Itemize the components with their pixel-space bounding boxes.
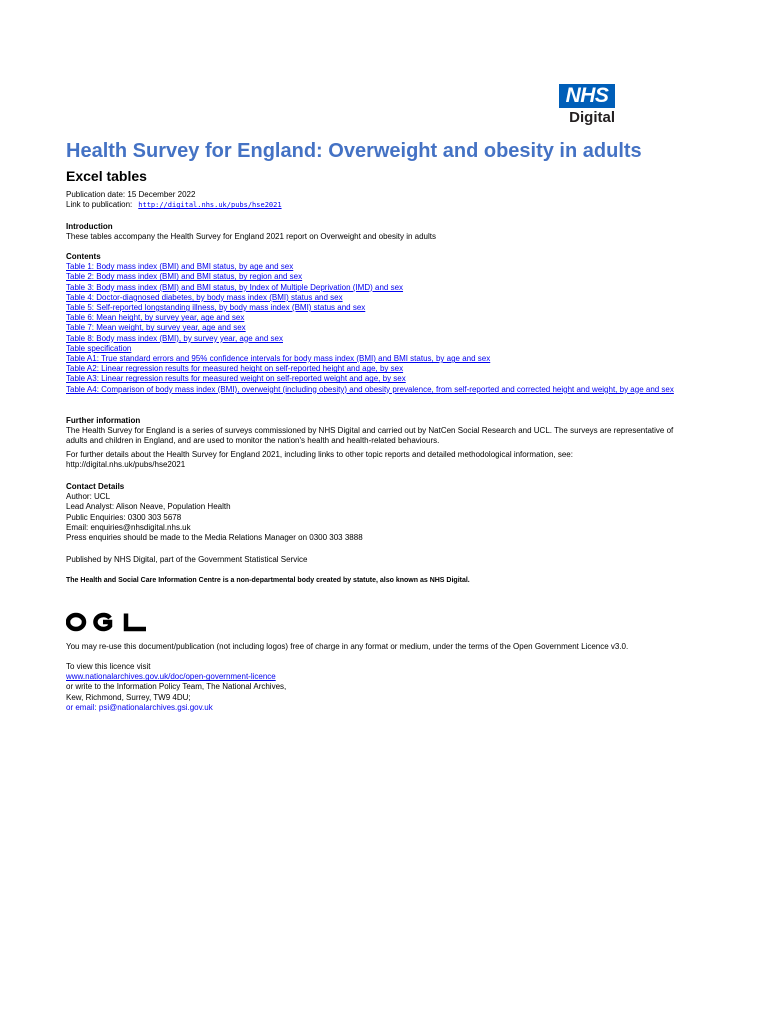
further-information-url: http://digital.nhs.uk/pubs/hse2021 — [66, 459, 186, 469]
publication-link-row — [66, 200, 282, 210]
contents-link-table-6[interactable]: Table 6: Mean height, by survey year, age and sex — [66, 313, 245, 323]
contents-link-table-a4[interactable]: Table A4: Comparison of body mass index (BMI), overweight (including obesity) and obesity prevalence, from self-reported and corrected height and weight, by age and sex — [66, 384, 674, 394]
nhs-digital-logo — [559, 84, 615, 127]
licence-reuse: You may re-use this document/publication (not including logos) free of charge in any format or medium, under the terms of the Open Government Licence v3.0. — [66, 642, 629, 651]
contact-lead-analyst: Lead Analyst: Alison Neave, Population Health — [66, 502, 231, 512]
further-information-para-1: The Health Survey for England is a series of surveys commissioned by NHS Digital and carried out by NatCen Social Research and UCL. The surveys are representative of adults and children in England, and are used to monitor the nation's health and health-related behaviours. — [66, 426, 674, 446]
ogl-logo — [66, 612, 146, 632]
contents-section — [66, 252, 696, 395]
contents-link-table-4[interactable]: Table 4: Doctor-diagnosed diabetes, by body mass index (BMI) status and sex — [66, 292, 343, 302]
contact-public-enquiries: Public Enquiries: 0300 303 5678 — [66, 512, 182, 522]
publication-link[interactable]: http://digital.nhs.uk/pubs/hse2021 — [138, 201, 282, 210]
contact-heading: Contact Details — [66, 482, 125, 491]
licence-write-1: or write to the Information Policy Team, The National Archives, — [66, 682, 287, 692]
introduction-heading: Introduction — [66, 222, 113, 231]
contact-email: Email: enquiries@nhsdigital.nhs.uk — [66, 522, 191, 532]
contents-link-table-2[interactable]: Table 2: Body mass index (BMI) and BMI status, by region and sex — [66, 272, 303, 282]
further-information-heading: Further information — [66, 416, 141, 425]
contents-link-table-a2[interactable]: Table A2: Linear regression results for measured height on self-reported height and age, by sex — [66, 364, 404, 374]
hscic-note: The Health and Social Care Information Centre is a non-departmental body created by statute, also known as NHS Digital. — [66, 577, 470, 584]
further-information-para-2: For further details about the Health Survey for England 2021, including links to other topic reports and detailed methodological information, see: — [66, 449, 573, 459]
licence-write-2: Kew, Richmond, Surrey, TW9 4DU; — [66, 692, 191, 702]
introduction-section — [66, 222, 436, 242]
contact-section — [66, 482, 363, 543]
licence-view-text: To view this licence visit — [66, 662, 151, 671]
contents-link-table-specification[interactable]: Table specification — [66, 343, 132, 353]
contact-author: Author: UCL — [66, 492, 111, 502]
page-title: Health Survey for England: Overweight and obesity in adults — [66, 140, 642, 162]
further-information-section — [66, 416, 696, 470]
licence-email[interactable]: or email: psi@nationalarchives.gsi.gov.uk — [66, 702, 213, 712]
contents-link-table-1[interactable]: Table 1: Body mass index (BMI) and BMI status, by age and sex — [66, 262, 294, 272]
licence-section — [66, 662, 286, 713]
contact-press-enquiries: Press enquiries should be made to the Media Relations Manager on 0300 303 3888 — [66, 533, 363, 543]
contents-link-table-7[interactable]: Table 7: Mean weight, by survey year, age and sex — [66, 323, 246, 333]
contents-link-table-3[interactable]: Table 3: Body mass index (BMI) and BMI status, by Index of Multiple Deprivation (IMD) and sex — [66, 282, 404, 292]
contents-link-table-5[interactable]: Table 5: Self-reported longstanding illness, by body mass index (BMI) status and sex — [66, 303, 366, 313]
nhs-logo-digital: Digital — [569, 109, 615, 126]
licence-link[interactable]: www.nationalarchives.gov.uk/doc/open-government-licence — [66, 672, 276, 682]
introduction-text: These tables accompany the Health Survey for England 2021 report on Overweight and obesity in adults — [66, 232, 436, 242]
contents-link-table-a3[interactable]: Table A3: Linear regression results for measured weight on self-reported weight and age, by sex — [66, 374, 406, 384]
contents-link-table-a1[interactable]: Table A1: True standard errors and 95% confidence intervals for body mass index (BMI) and BMI status, by age and sex — [66, 354, 491, 364]
publication-info — [66, 190, 282, 210]
publication-date: Publication date: 15 December 2022 — [66, 190, 196, 199]
contents-link-table-8[interactable]: Table 8: Body mass index (BMI), by survey year, age and sex — [66, 333, 283, 343]
page-subtitle: Excel tables — [66, 168, 147, 184]
contents-heading: Contents — [66, 252, 101, 261]
nhs-logo-box: NHS — [559, 84, 615, 108]
publication-link-label: Link to publication: — [66, 200, 133, 210]
published-by: Published by NHS Digital, part of the Government Statistical Service — [66, 555, 308, 564]
